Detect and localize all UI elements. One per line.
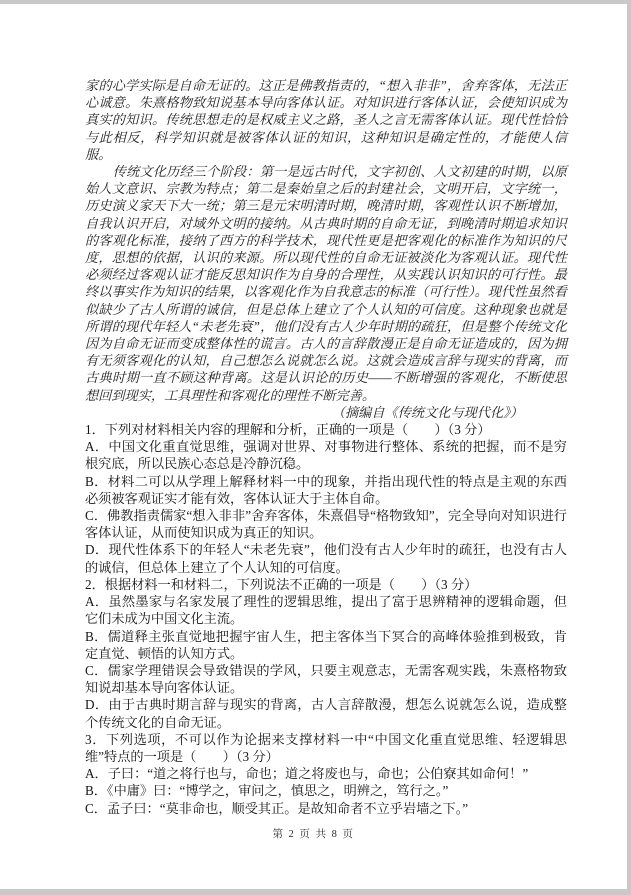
page-number-footer: 第 2 页 共 8 页 [272, 829, 355, 840]
page-content [85, 77, 567, 817]
question-3-option-b: B．《中庸》曰：“博学之，审问之，慎思之，明辨之，笃行之。” [85, 783, 449, 799]
material-paragraph-continuation: 家的心学实际是自命无证的。这正是佛教指责的，“想入非非”，舍弃客体，无法正心诚意。朱熹格物致知说基本导向客体认证。对知识进行客体认证，会使知识成为真实的知识。传统思想走的是权威主义之路，圣人之言无需客体认证。现代性恰恰与此相反，科学知识就是被客体认证的知识，这种知识是确定性的，才能使人信服。 [85, 78, 567, 162]
question-1-option-b: B．材料二可以从学理上解释材料一中的现象，并指出现代性的特点是主观的东西必须被客观证实才能有效，客体认证大于主体自命。 [85, 473, 567, 506]
material-source-attribution: （摘编自《传统文化与现代化》） [331, 404, 523, 420]
exam-document-page [0, 4, 627, 889]
question-1-option-d: D．现代性体系下的年轻人“未老先衰”，他们没有古人少年时的疏狂，也没有古人的诚信，但总体上建立了个人认知的可信度。 [85, 542, 567, 575]
question-2-option-a: A．虽然墨家与名家发展了理性的逻辑思维，提出了富于思辨精神的逻辑命题，但它们未成为中国文化主流。 [85, 594, 567, 627]
question-2-stem: 2．根据材料一和材料二，下列说法不正确的一项是（ ）（3 分） [85, 576, 478, 592]
material-paragraph-stages: 传统文化历经三个阶段：第一是远古时代，文字初创、人文初建的时期，以原始人文意识、宗教为特点；第二是秦始皇之后的封建社会，文明开启，文字统一，历史演义家天下大一统；第三是元宋明清时期，晚清时期，客观性认识不断增加，自我认识开启，对域外文明的接纳。从古典时期的自命无证，到晚清时期追求知识的客观化标准，接纳了西方的科学技术，现代性更是把客观化的标准作为知识的尺度，思想的依据，认识的来源。所以现代性的自命无证被淡化为客观认证。现代性必须经过客观认证才能反思知识作为自身的合理性，从实践认识知识的可行性。最终以事实作为知识的结果，以客观化作为自我意志的标准（可行性）。现代性虽然看似缺少了古人所谓的诚信，但是总体上建立了个人认知的可信度。这种现象也就是所谓的现代年轻人“未老先衰”，他们没有古人少年时期的疏狂，但是整个传统文化因为自命无证而变成整体性的谎言。古人的言辞散漫正是自命无证造成的，因为拥有无须客观化的认知，自己想怎么说就怎么说。这就会造成言辞与现实的背离，而古典时期一直不顾这种背离。这是认识论的历史——不断增强的客观化，不断使思想回到现实，工具理性和客观化的理性不断完善。 [85, 164, 567, 403]
question-1-stem: 1．下列对材料相关内容的理解和分析，正确的一项是（ ）（3 分） [85, 422, 491, 438]
question-3-option-a: A．子曰：“道之将行也与，命也；道之将废也与，命也；公伯寮其如命何！” [85, 766, 529, 782]
question-3-option-c: C．孟子曰：“莫非命也，顺受其正。是故知命者不立乎岩墙之下。” [85, 800, 469, 816]
question-1-option-a: A．中国文化重直觉思维，强调对世界、对事物进行整体、系统的把握，而不是穷根究底，所以民族心态总是冷静沉稳。 [85, 439, 567, 472]
question-2-option-d: D．由于古典时期言辞与现实的背离，古人言辞散漫，想怎么说就怎么说，造成整个传统文化的自命无证。 [85, 697, 567, 730]
question-2-option-b: B．儒道释主张直觉地把握宇宙人生，把主客体当下冥合的高峰体验推到极致，肯定直觉、顿悟的认知方式。 [85, 628, 567, 661]
question-1-option-c: C．佛教指责儒家“想入非非”舍弃客体，朱熹倡导“格物致知”，完全导向对知识进行客体认证，从而使知识成为真正的知识。 [85, 508, 567, 541]
question-2-option-c: C．儒家学理错误会导致错误的学风，只要主观意志，无需客观实践，朱熹格物致知说却基本导向客体认证。 [85, 662, 567, 696]
question-3-stem: 3．下列选项，不可以作为论据来支撑材料一中“中国文化重直觉思维、轻逻辑思维”特点的一项是（ ）（3 分） [85, 731, 567, 764]
